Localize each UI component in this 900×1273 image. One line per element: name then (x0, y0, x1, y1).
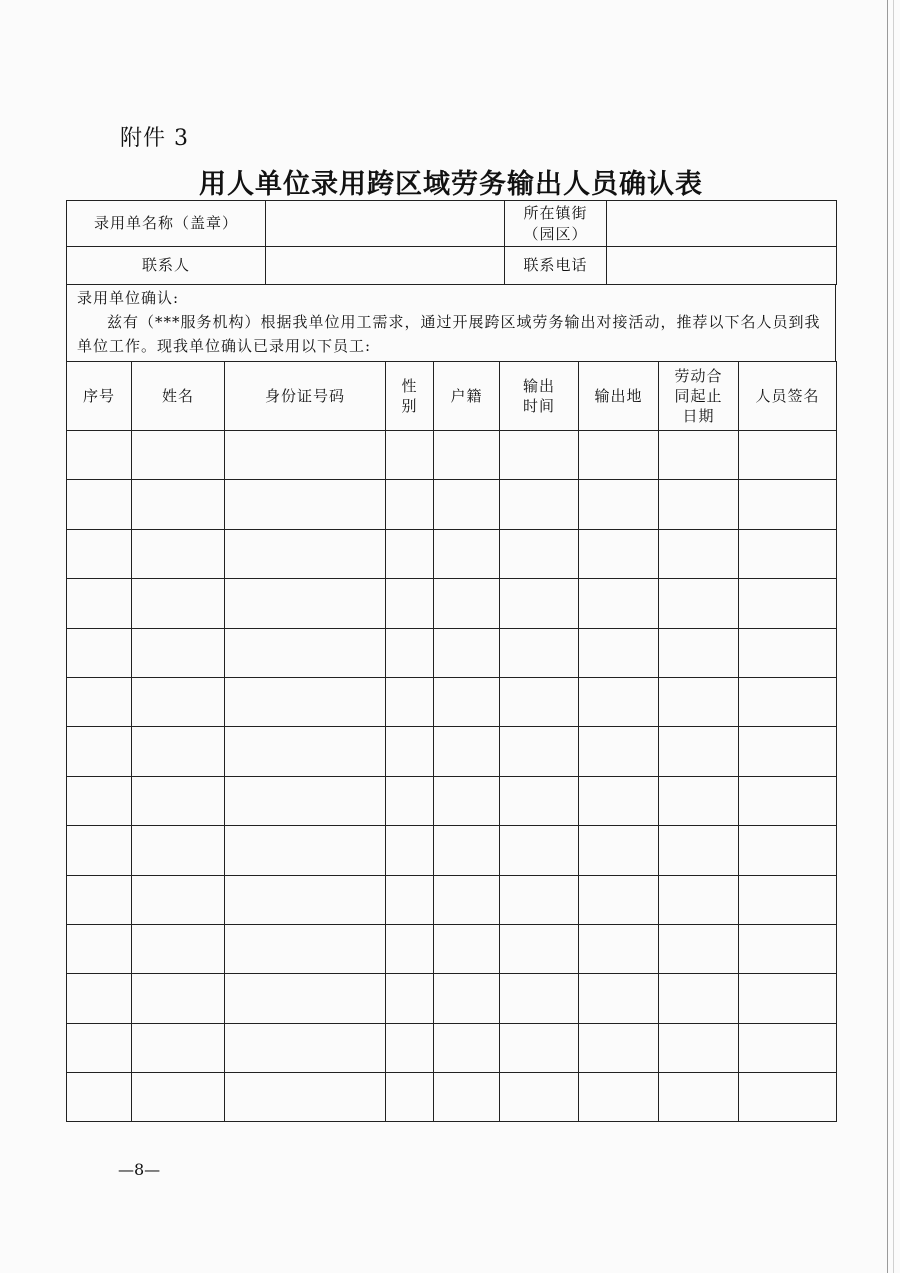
cell-id-number[interactable] (225, 628, 386, 677)
cell-seq[interactable] (67, 529, 132, 578)
col-header-name: 姓名 (132, 362, 225, 431)
document-title: 用人单位录用跨区域劳务输出人员确认表 (199, 169, 703, 200)
cell-name[interactable] (132, 875, 225, 924)
cell-contract-dates[interactable] (659, 431, 739, 480)
cell-id-number[interactable] (225, 431, 386, 480)
cell-export-time[interactable] (500, 974, 579, 1023)
cell-seq[interactable] (67, 1023, 132, 1072)
cell-id-number[interactable] (225, 974, 386, 1023)
location-label (505, 201, 607, 247)
cell-seq[interactable] (67, 924, 132, 973)
table-row (67, 875, 837, 924)
cell-name[interactable] (132, 480, 225, 529)
cell-export-place[interactable] (579, 677, 659, 726)
table-row (67, 529, 837, 578)
location-label-line1: 所在镇街 (523, 204, 588, 223)
table-row (67, 727, 837, 776)
phone-label: 联系电话 (505, 247, 607, 285)
cell-contract-dates[interactable] (659, 480, 739, 529)
cell-export-place[interactable] (579, 875, 659, 924)
cell-contract-dates[interactable] (659, 776, 739, 825)
cell-household[interactable] (434, 974, 500, 1023)
employer-confirmation-section (66, 284, 836, 361)
cell-household[interactable] (434, 826, 500, 875)
table-row (67, 776, 837, 825)
col-header-id-number: 身份证号码 (225, 362, 386, 431)
cell-seq[interactable] (67, 579, 132, 628)
col-header-signature: 人员签名 (739, 362, 837, 431)
cell-gender[interactable] (386, 974, 434, 1023)
employer-info-table (66, 200, 836, 285)
cell-gender[interactable] (386, 628, 434, 677)
cell-seq[interactable] (67, 727, 132, 776)
cell-export-time[interactable] (500, 1023, 579, 1072)
cell-contract-dates[interactable] (659, 677, 739, 726)
cell-gender[interactable] (386, 727, 434, 776)
cell-gender[interactable] (386, 431, 434, 480)
cell-id-number[interactable] (225, 1073, 386, 1122)
contact-label: 联系人 (67, 247, 266, 285)
col-header-gender-line2: 别 (401, 397, 418, 415)
cell-export-place[interactable] (579, 974, 659, 1023)
cell-signature[interactable] (739, 727, 837, 776)
cell-household[interactable] (434, 431, 500, 480)
cell-household[interactable] (434, 529, 500, 578)
cell-seq[interactable] (67, 1073, 132, 1122)
cell-signature[interactable] (739, 826, 837, 875)
cell-signature[interactable] (739, 628, 837, 677)
table-row (67, 1073, 837, 1122)
scan-edge-line-secondary (893, 0, 894, 1273)
cell-gender[interactable] (386, 1073, 434, 1122)
cell-contract-dates[interactable] (659, 579, 739, 628)
cell-export-time[interactable] (500, 579, 579, 628)
location-field[interactable] (607, 201, 837, 247)
staff-table-body (67, 431, 837, 1122)
cell-household[interactable] (434, 1023, 500, 1072)
cell-name[interactable] (132, 974, 225, 1023)
cell-gender[interactable] (386, 480, 434, 529)
cell-export-time[interactable] (500, 1073, 579, 1122)
cell-export-time[interactable] (500, 924, 579, 973)
cell-contract-dates[interactable] (659, 1073, 739, 1122)
cell-signature[interactable] (739, 776, 837, 825)
cell-contract-dates[interactable] (659, 628, 739, 677)
cell-signature[interactable] (739, 924, 837, 973)
table-row (67, 628, 837, 677)
cell-name[interactable] (132, 924, 225, 973)
cell-export-time[interactable] (500, 875, 579, 924)
col-header-export-place: 输出地 (579, 362, 659, 431)
table-row (67, 924, 837, 973)
cell-seq[interactable] (67, 826, 132, 875)
cell-id-number[interactable] (225, 727, 386, 776)
cell-seq[interactable] (67, 628, 132, 677)
cell-export-place[interactable] (579, 924, 659, 973)
confirmation-heading: 录用单位确认: (77, 289, 180, 307)
cell-seq[interactable] (67, 480, 132, 529)
cell-export-time[interactable] (500, 727, 579, 776)
employer-name-label: 录用单名称（盖章） (67, 201, 266, 247)
location-label-line2: （园区） (523, 224, 588, 243)
cell-gender[interactable] (386, 875, 434, 924)
cell-household[interactable] (434, 1073, 500, 1122)
cell-name[interactable] (132, 677, 225, 726)
cell-id-number[interactable] (225, 875, 386, 924)
cell-household[interactable] (434, 480, 500, 529)
cell-name[interactable] (132, 727, 225, 776)
cell-gender[interactable] (386, 826, 434, 875)
cell-export-time[interactable] (500, 628, 579, 677)
table-row (67, 677, 837, 726)
cell-household[interactable] (434, 727, 500, 776)
cell-household[interactable] (434, 579, 500, 628)
contact-field[interactable] (266, 247, 505, 285)
cell-export-time[interactable] (500, 677, 579, 726)
col-header-contract-line2: 同起止 (674, 386, 723, 405)
col-header-export-time-line2: 时间 (522, 397, 555, 415)
cell-export-place[interactable] (579, 727, 659, 776)
cell-export-place[interactable] (579, 1073, 659, 1122)
attachment-label: 附件 3 (120, 126, 189, 151)
cell-id-number[interactable] (225, 924, 386, 973)
cell-export-place[interactable] (579, 826, 659, 875)
table-row (67, 431, 837, 480)
cell-id-number[interactable] (225, 776, 386, 825)
col-header-gender (386, 362, 434, 431)
cell-export-place[interactable] (579, 431, 659, 480)
cell-id-number[interactable] (225, 579, 386, 628)
cell-household[interactable] (434, 875, 500, 924)
cell-contract-dates[interactable] (659, 974, 739, 1023)
cell-household[interactable] (434, 628, 500, 677)
phone-field[interactable] (607, 247, 837, 285)
cell-name[interactable] (132, 529, 225, 578)
table-row (67, 579, 837, 628)
cell-contract-dates[interactable] (659, 727, 739, 776)
col-header-household: 户籍 (434, 362, 500, 431)
col-header-gender-line1: 性 (401, 376, 418, 395)
cell-name[interactable] (132, 826, 225, 875)
cell-seq[interactable] (67, 974, 132, 1023)
cell-gender[interactable] (386, 1023, 434, 1072)
cell-contract-dates[interactable] (659, 875, 739, 924)
cell-id-number[interactable] (225, 826, 386, 875)
cell-household[interactable] (434, 776, 500, 825)
table-header-row (67, 362, 837, 431)
cell-id-number[interactable] (225, 1023, 386, 1072)
staff-table (66, 361, 836, 1122)
cell-signature[interactable] (739, 529, 837, 578)
col-header-export-time-line1: 输出 (522, 376, 555, 395)
col-header-contract-line3: 日期 (682, 407, 715, 426)
cell-name[interactable] (132, 776, 225, 825)
cell-contract-dates[interactable] (659, 1023, 739, 1072)
cell-contract-dates[interactable] (659, 529, 739, 578)
cell-export-time[interactable] (500, 480, 579, 529)
cell-name[interactable] (132, 431, 225, 480)
cell-export-time[interactable] (500, 529, 579, 578)
cell-export-place[interactable] (579, 628, 659, 677)
scan-edge-line (887, 0, 888, 1273)
cell-contract-dates[interactable] (659, 826, 739, 875)
cell-id-number[interactable] (225, 480, 386, 529)
cell-signature[interactable] (739, 875, 837, 924)
cell-gender[interactable] (386, 579, 434, 628)
cell-name[interactable] (132, 1073, 225, 1122)
cell-export-place[interactable] (579, 579, 659, 628)
cell-export-time[interactable] (500, 776, 579, 825)
page-number: —8— (118, 1160, 161, 1179)
cell-signature[interactable] (739, 1023, 837, 1072)
cell-signature[interactable] (739, 974, 837, 1023)
col-header-seq: 序号 (67, 362, 132, 431)
table-row (67, 826, 837, 875)
cell-household[interactable] (434, 924, 500, 973)
cell-id-number[interactable] (225, 677, 386, 726)
cell-name[interactable] (132, 628, 225, 677)
cell-export-place[interactable] (579, 480, 659, 529)
cell-signature[interactable] (739, 480, 837, 529)
cell-gender[interactable] (386, 529, 434, 578)
cell-id-number[interactable] (225, 529, 386, 578)
cell-export-time[interactable] (500, 431, 579, 480)
employer-name-field[interactable] (266, 201, 505, 247)
table-row (67, 480, 837, 529)
confirmation-body: 兹有（***服务机构）根据我单位用工需求，通过开展跨区域劳务输出对接活动，推荐以下名人员到我单位工作。现我单位确认已录用以下员工: (77, 313, 821, 355)
col-header-contract-line1: 劳动合 (674, 366, 723, 385)
cell-signature[interactable] (739, 431, 837, 480)
table-row (67, 1023, 837, 1072)
cell-gender[interactable] (386, 677, 434, 726)
cell-seq[interactable] (67, 776, 132, 825)
cell-signature[interactable] (739, 1073, 837, 1122)
cell-seq[interactable] (67, 677, 132, 726)
table-row (67, 974, 837, 1023)
col-header-export-time (500, 362, 579, 431)
cell-contract-dates[interactable] (659, 924, 739, 973)
cell-name[interactable] (132, 579, 225, 628)
cell-signature[interactable] (739, 677, 837, 726)
cell-name[interactable] (132, 1023, 225, 1072)
cell-export-place[interactable] (579, 1023, 659, 1072)
cell-gender[interactable] (386, 776, 434, 825)
cell-export-time[interactable] (500, 826, 579, 875)
cell-export-place[interactable] (579, 776, 659, 825)
cell-seq[interactable] (67, 875, 132, 924)
cell-signature[interactable] (739, 579, 837, 628)
cell-gender[interactable] (386, 924, 434, 973)
cell-export-place[interactable] (579, 529, 659, 578)
cell-seq[interactable] (67, 431, 132, 480)
cell-household[interactable] (434, 677, 500, 726)
col-header-contract-dates (659, 362, 739, 431)
